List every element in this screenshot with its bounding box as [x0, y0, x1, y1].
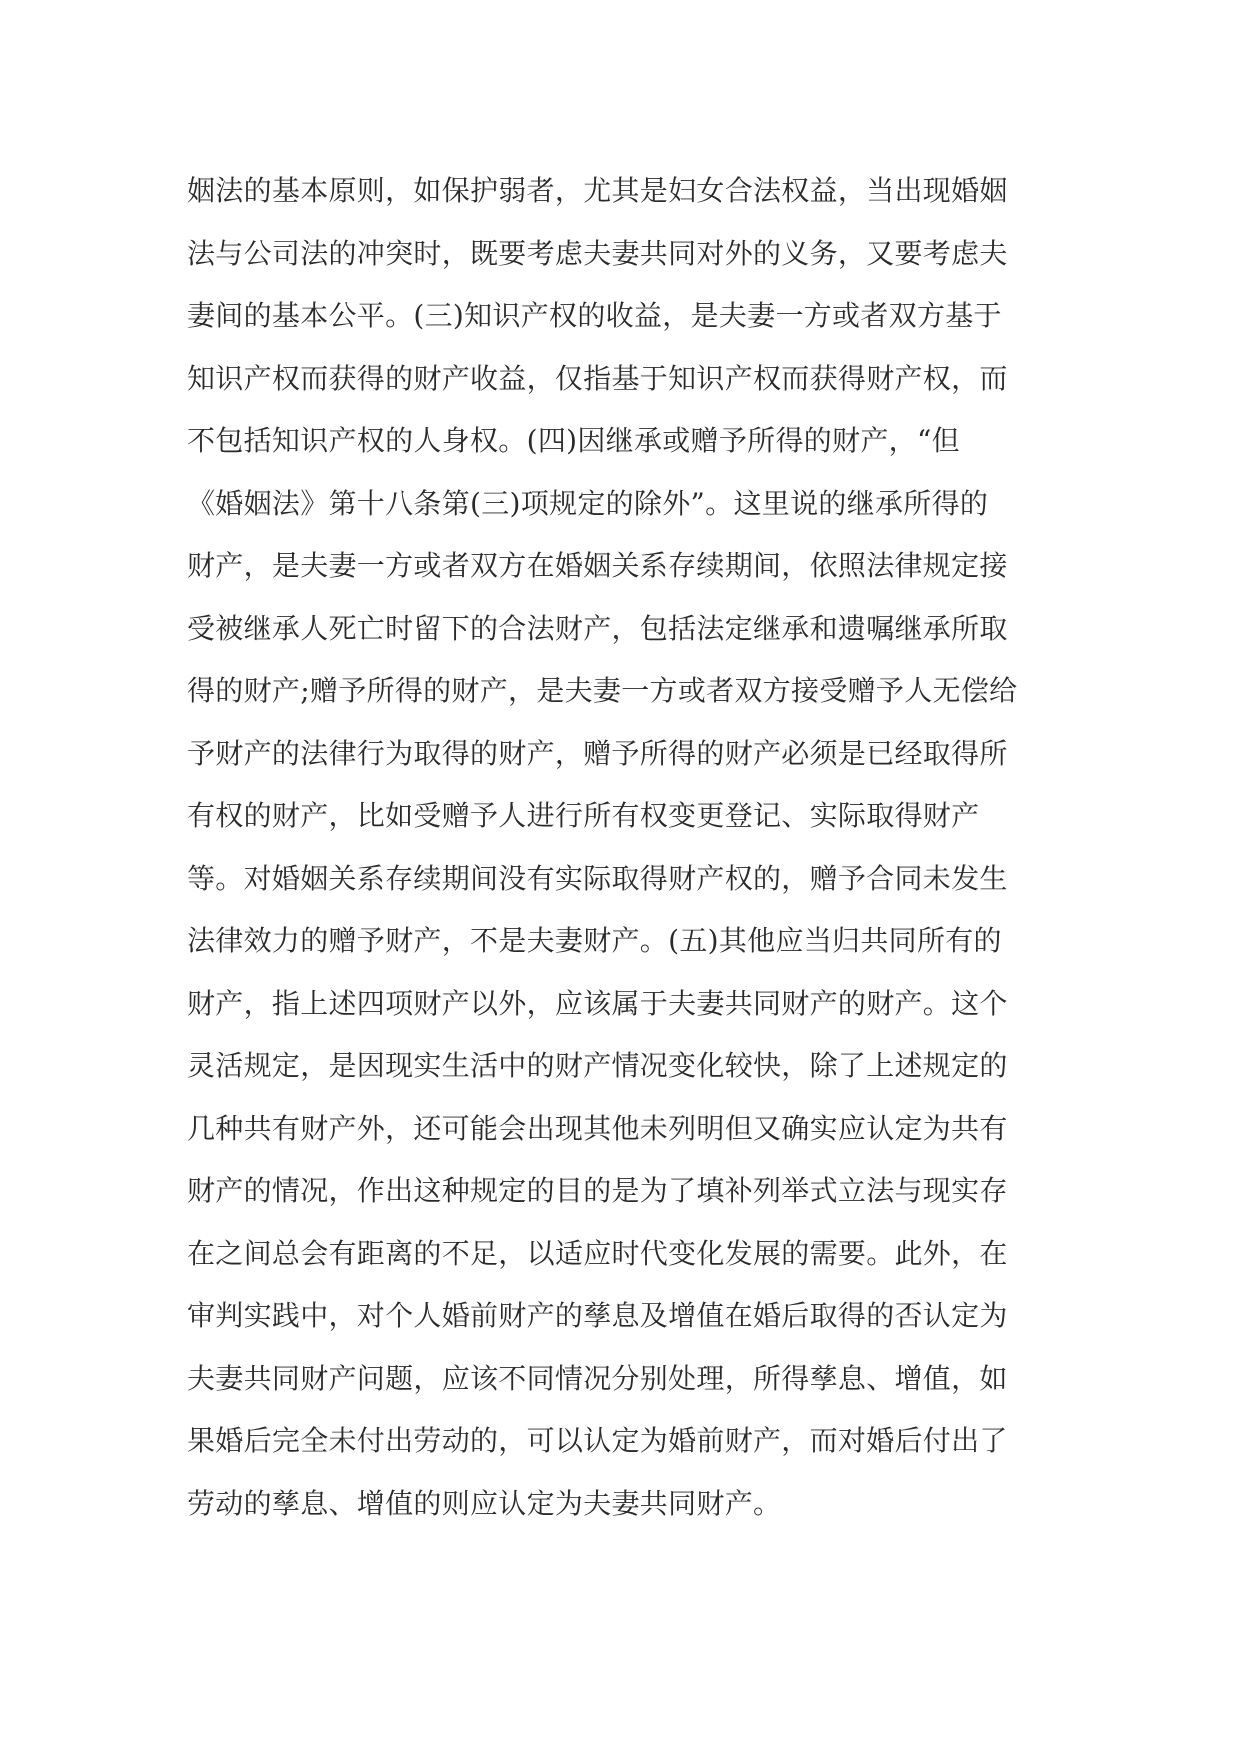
text-line: 灵活规定，是因现实生活中的财产情况变化较快，除了上述规定的 — [187, 1049, 1008, 1082]
text-line: 予财产的法律行为取得的财产，赠予所得的财产必须是已经取得所 — [187, 736, 1008, 770]
text-line: 有权的财产，比如受赠予人进行所有权变更登记、实际取得财产 — [187, 799, 980, 832]
text-line: 法律效力的赠予财产，不是夫妻财产。(五)其他应当归共同所有的 — [187, 924, 1002, 957]
text-line: 财产的情况，作出这种规定的目的是为了填补列举式立法与现实存 — [187, 1174, 1008, 1207]
text-line: 审判实践中，对个人婚前财产的孳息及增值在婚后取得的否认定为 — [187, 1299, 1008, 1332]
text-line: 财产，是夫妻一方或者双方在婚姻关系存续期间，依照法律规定接 — [187, 549, 1008, 582]
text-line: 不包括知识产权的人身权。(四)因继承或赠予所得的财产，“但 — [187, 424, 960, 457]
text-line: 姻法的基本原则，如保护弱者，尤其是妇女合法权益，当出现婚姻 — [187, 174, 1008, 207]
body-paragraph — [187, 160, 1067, 1535]
text-line: 得的财产;赠予所得的财产，是夫妻一方或者双方接受赠予人无偿给 — [187, 674, 1018, 707]
text-line: 等。对婚姻关系存续期间没有实际取得财产权的，赠予合同未发生 — [187, 861, 1008, 895]
text-line: 几种共有财产外，还可能会出现其他未列明但又确实应认定为共有 — [187, 1111, 1008, 1145]
text-line: 受被继承人死亡时留下的合法财产，包括法定继承和遗嘱继承所取 — [187, 611, 1008, 645]
text-line: 妻间的基本公平。(三)知识产权的收益，是夫妻一方或者双方基于 — [187, 299, 1002, 332]
text-line: 果婚后完全未付出劳动的，可以认定为婚前财产，而对婚后付出了 — [187, 1424, 1008, 1457]
text-line: 知识产权而获得的财产收益，仅指基于知识产权而获得财产权，而 — [187, 361, 1008, 395]
text-line: 《婚姻法》第十八条第(三)项规定的除外”。这里说的继承所得的 — [187, 486, 989, 520]
text-line: 在之间总会有距离的不足，以适应时代变化发展的需要。此外，在 — [187, 1236, 1008, 1270]
text-line: 财产，指上述四项财产以外，应该属于夫妻共同财产的财产。这个 — [187, 986, 1008, 1020]
text-line: 夫妻共同财产问题，应该不同情况分别处理，所得孳息、增值，如 — [187, 1361, 1008, 1395]
text-line: 劳动的孳息、增值的则应认定为夫妻共同财产。 — [187, 1486, 782, 1520]
text-line: 法与公司法的冲突时，既要考虑夫妻共同对外的义务，又要考虑夫 — [187, 236, 1008, 270]
